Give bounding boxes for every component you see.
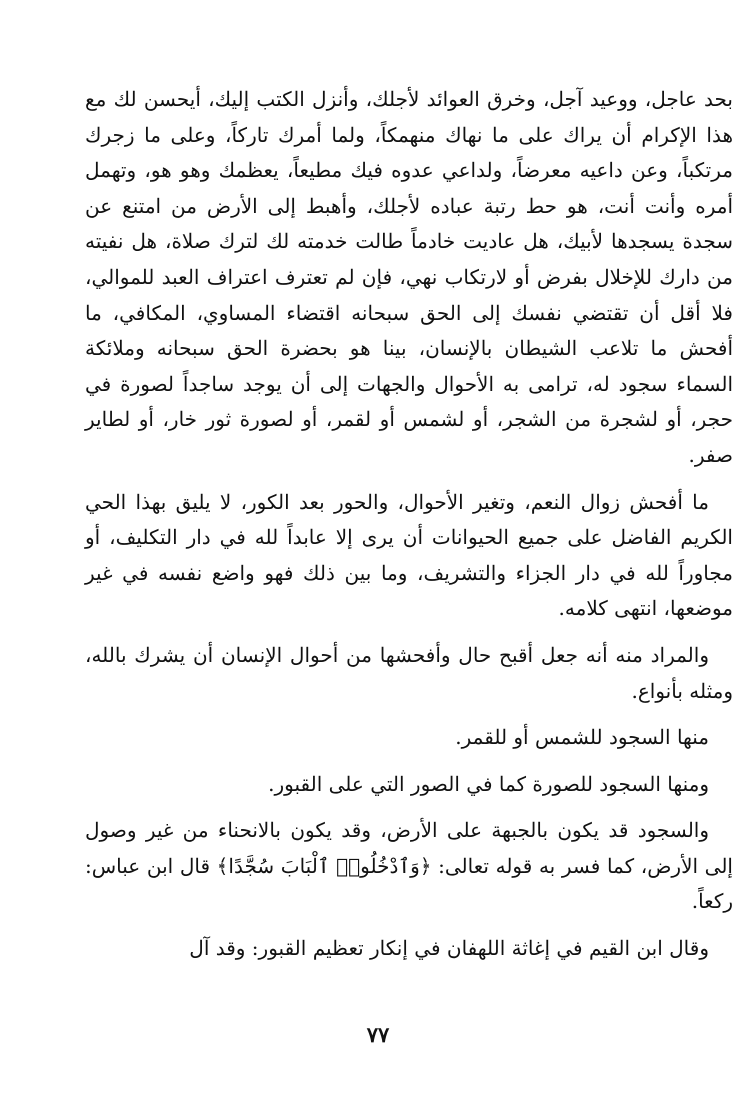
page-body	[85, 82, 733, 978]
page-number: ٧٧	[366, 1022, 390, 1047]
paragraph-4: منها السجود للشمس أو للقمر.	[455, 725, 709, 750]
paragraph-7: وقال ابن القيم في إغاثة اللهفان في إنكار تعظيم القبور: وقد آل	[189, 936, 709, 961]
paragraph-3: والمراد منه أنه جعل أقبح حال وأفحشها من أحوال الإنسان أن يشرك بالله، ومثله بأنواع.	[85, 642, 733, 703]
paragraph-6: والسجود قد يكون بالجبهة على الأرض، وقد يكون بالانحناء من غير وصول إلى الأرض، كما فسر به قوله تعالى: ﴿وَٱدْخُلُوا۟ ٱلْبَابَ سُجَّدًا﴾ قال ابن عباس: ركعاً.	[85, 818, 733, 914]
paragraph-1: بحد عاجل، ووعيد آجل، وخرق العوائد لأجلك، وأنزل الكتب إليك، أيحسن لك مع هذا الإكرام أن يراك على ما نهاك منهمكاً، ولما أمرك تاركاً، وعلى ما زجرك مرتكباً، وعن داعيه معرضاً، ولداعي عدوه فيك مطيعاً، يعظمك وهو هو، وتهمل أمره وأنت أنت، هو حط رتبة عباده لأجلك، وأهبط إلى الأرض من امتنع عن سجدة يسجدها لأبيك، هل عاديت خادماً طالت خدمته لك لترك صلاة، هل نفيته من دارك للإخلال بفرض أو لارتكاب نهي، فإن لم تعترف اعتراف العبد للموالي، فلا أقل أن تقتضي نفسك إلى الحق سبحانه اقتضاء المساوي، المكافي، ما أفحش ما تلاعب الشيطان بالإنسان، بينا هو بحضرة الحق سبحانه وملائكة السماء سجود له، ترامى به الأحوال والجهات إلى أن يوجد ساجداً لصورة في حجر، أو لشجرة من الشجر، أو لشمس أو لقمر، أو لصورة ثور خار، أو لطاير صفر.	[85, 87, 733, 467]
paragraph-5: ومنها السجود للصورة كما في الصور التي على القبور.	[268, 771, 709, 796]
paragraph-2: ما أفحش زوال النعم، وتغير الأحوال، والحور بعد الكور، لا يليق بهذا الحي الكريم الفاضل على جميع الحيوانات أن يرى إلا عابداً لله في دار التكليف، أو مجاوراً لله في دار الجزاء والتشريف، وما بين ذلك فهو واضع نفسه في غير موضعها، انتهى كلامه.	[85, 489, 733, 621]
